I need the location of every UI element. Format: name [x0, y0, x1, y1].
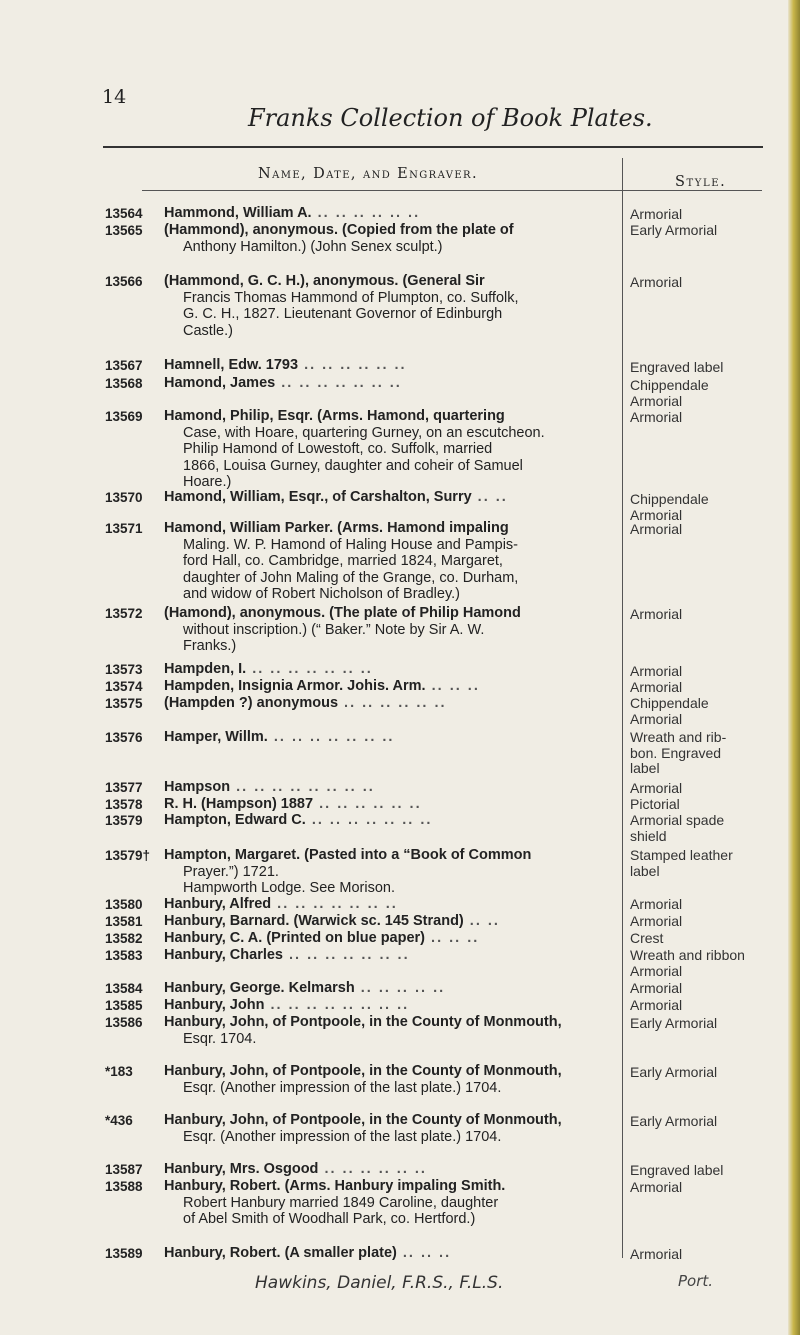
entry-number: 13569: [105, 409, 143, 424]
style-line: Pictorial: [630, 796, 680, 812]
entry-style: [630, 410, 780, 426]
column-header-name: Name, Date, and Engraver.: [258, 166, 478, 182]
entry-text: [164, 695, 616, 712]
style-header-rule: [622, 190, 762, 191]
entry-number: *436: [105, 1113, 133, 1128]
column-header-style: Style.: [675, 174, 727, 190]
entry-number: 13582: [105, 931, 143, 946]
style-line: Early Armorial: [630, 1015, 718, 1031]
leader-dots: .. .. .. .. .. ..: [311, 205, 421, 221]
entry-number: 13583: [105, 948, 143, 963]
leader-dots: .. .. .. .. .. .. ..: [283, 947, 410, 963]
entry-number: 13564: [105, 206, 143, 221]
entry-style: [630, 680, 780, 696]
entry-text: [164, 812, 616, 829]
style-line: Armorial: [630, 980, 683, 996]
entry-style: [630, 948, 780, 979]
entry-style: [630, 522, 780, 538]
entry-text: [164, 896, 616, 913]
style-line: Armorial: [630, 409, 683, 425]
entry-heading: Hanbury, Alfred .. .. .. .. .. .. ..: [164, 896, 398, 912]
entry-continuation-line: Franks.): [183, 638, 237, 654]
entry-continuation-line: 1866, Louisa Gurney, daughter and coheir of Samuel: [183, 457, 523, 474]
entry-style: [630, 781, 780, 797]
entry-continuation-line: and widow of Robert Nicholson of Bradley.): [183, 586, 460, 602]
entry-text: [164, 605, 616, 655]
entry-number: 13571: [105, 521, 143, 536]
style-line: Engraved label: [630, 1162, 724, 1178]
entry-continuation-line: ford Hall, co. Cambridge, married 1824, Margaret,: [183, 553, 503, 569]
style-line: Wreath and rib-: [630, 729, 727, 745]
entry-number: 13579†: [105, 848, 151, 863]
entry-style: [630, 492, 780, 523]
style-line: Armorial spade: [630, 812, 725, 828]
entry-number: 13565: [105, 223, 143, 238]
leader-dots: .. .. ..: [425, 678, 480, 694]
entry-number: *183: [105, 1064, 133, 1079]
style-line: Armorial: [630, 1246, 683, 1262]
entry-number: 13580: [105, 897, 143, 912]
entry-heading: Hanbury, Charles .. .. .. .. .. .. ..: [164, 947, 410, 963]
entry-text: [164, 1063, 616, 1096]
entry-style: [630, 607, 780, 623]
entry-text: [164, 520, 616, 603]
leader-dots: .. .. .. .. .. .. ..: [271, 896, 398, 912]
entry-continuation-line: daughter of John Maling of the Grange, co. Durham,: [183, 569, 519, 586]
entry-heading: Hanbury, John, of Pontpoole, in the County of Monmouth,: [164, 1112, 562, 1128]
entry-text: [164, 729, 616, 746]
leader-dots: .. .. .. .. .. .. .. ..: [230, 779, 375, 795]
entry-text: [164, 947, 616, 964]
entry-text: [164, 678, 616, 695]
entry-heading: Hanbury, Robert. (Arms. Hanbury impaling Smith.: [164, 1178, 506, 1194]
style-line: Wreath and ribbon: [630, 947, 745, 963]
entry-number: 13566: [105, 274, 143, 289]
entry-text: [164, 205, 616, 222]
leader-dots: .. .. .. .. ..: [354, 980, 446, 996]
entry-number: 13586: [105, 1015, 143, 1030]
entry-text: [164, 1245, 616, 1262]
entry-number: 13572: [105, 606, 143, 621]
entry-heading: Hanbury, George. Kelmarsh .. .. .. .. ..: [164, 980, 446, 996]
entry-number: 13574: [105, 679, 143, 694]
style-line: Armorial: [630, 606, 683, 622]
entry-number: 13587: [105, 1162, 143, 1177]
style-line: Armorial: [630, 206, 683, 222]
entry-heading: Hanbury, John, of Pontpoole, in the County of Monmouth,: [164, 1063, 562, 1079]
entry-style: [630, 696, 780, 727]
leader-dots: .. .. .. .. .. .. ..: [267, 729, 395, 745]
entry-heading: Hanbury, Robert. (A smaller plate) .. .. ..: [164, 1245, 452, 1261]
entry-style: [630, 1016, 780, 1032]
entry-style: [630, 730, 780, 777]
entry-style: [630, 223, 780, 239]
header-rule: [103, 146, 763, 148]
entry-heading: Hampton, Margaret. (Pasted into a “Book of Common: [164, 847, 532, 863]
style-line: Armorial: [630, 392, 683, 409]
entry-continuation-line: Maling. W. P. Hamond of Haling House and Pampis-: [183, 536, 519, 553]
style-line: Armorial: [630, 780, 683, 796]
entry-continuation-line: Hoare.): [183, 474, 232, 490]
entry-heading: Hampden, Insignia Armor. Johis. Arm. .. .. ..: [164, 678, 480, 694]
entry-text: [164, 1014, 616, 1047]
entry-heading: Hamond, William, Esqr., of Carshalton, Surry .. ..: [164, 489, 508, 505]
entry-continuation-line: Hampworth Lodge. See Morison.: [183, 880, 395, 896]
entry-number: 13576: [105, 730, 143, 745]
entry-text: [164, 489, 616, 506]
entry-style: [630, 207, 780, 223]
entry-continuation-line: Esqr. (Another impression of the last plate.) 1704.: [183, 1079, 502, 1096]
page-edge: [788, 0, 800, 1335]
entry-number: 13581: [105, 914, 143, 929]
entry-heading: Hamond, Philip, Esqr. (Arms. Hamond, quartering: [164, 408, 505, 424]
entry-text: [164, 661, 616, 678]
leader-dots: .. ..: [471, 489, 508, 505]
entry-number: 13584: [105, 981, 143, 996]
style-line: Armorial: [630, 1179, 683, 1195]
entry-number: 13577: [105, 780, 143, 795]
leader-dots: .. .. .. .. .. .. ..: [275, 375, 402, 391]
entry-number: 13579: [105, 813, 143, 828]
entry-number: 13567: [105, 358, 143, 373]
style-line: Early Armorial: [630, 222, 718, 238]
entry-style: [630, 378, 780, 409]
leader-dots: .. .. .. .. .. .. ..: [305, 812, 433, 828]
entry-text: [164, 779, 616, 796]
entry-number: 13573: [105, 662, 143, 677]
entry-style: [630, 981, 780, 997]
entry-continuation-line: Robert Hanbury married 1849 Caroline, daughter: [183, 1194, 499, 1211]
entry-style: [630, 813, 780, 844]
entry-heading: (Hammond, G. C. H.), anonymous. (General Sir: [164, 273, 485, 289]
style-line: Early Armorial: [630, 1064, 718, 1080]
leader-dots: .. .. ..: [396, 1245, 452, 1261]
entry-text: [164, 222, 616, 255]
entry-text: [164, 273, 616, 339]
style-line: Armorial: [630, 913, 683, 929]
entry-style: [630, 1065, 780, 1081]
entry-style: [630, 1247, 780, 1263]
entry-text: [164, 980, 616, 997]
style-line: Chippendale: [630, 377, 709, 393]
entry-heading: Hanbury, C. A. (Printed on blue paper) .. .. ..: [164, 930, 480, 946]
style-line: Chippendale: [630, 491, 709, 507]
entry-heading: R. H. (Hampson) 1887 .. .. .. .. .. ..: [164, 796, 422, 812]
leader-dots: .. .. .. .. .. ..: [313, 796, 422, 812]
leader-dots: .. ..: [463, 913, 500, 929]
entry-continuation-line: Francis Thomas Hammond of Plumpton, co. Suffolk,: [183, 289, 519, 306]
handwritten-note: Port.: [678, 1272, 714, 1290]
entry-continuation-line: of Abel Smith of Woodhall Park, co. Hertford.): [183, 1211, 476, 1227]
style-line: Armorial: [630, 521, 683, 537]
entry-number: 13575: [105, 696, 143, 711]
entry-heading: Hampson .. .. .. .. .. .. .. ..: [164, 779, 375, 795]
style-line: Armorial: [630, 962, 683, 979]
style-line: Armorial: [630, 997, 683, 1013]
entry-continuation-line: G. C. H., 1827. Lieutenant Governor of Edinburgh: [183, 306, 503, 322]
entry-text: [164, 930, 616, 947]
entry-number: 13585: [105, 998, 143, 1013]
entry-heading: Hamper, Willm. .. .. .. .. .. .. ..: [164, 729, 395, 745]
style-line: Armorial: [630, 710, 683, 727]
entry-number: 13568: [105, 376, 143, 391]
style-line: Chippendale: [630, 695, 709, 711]
entry-number: 13570: [105, 490, 143, 505]
entry-heading: Hanbury, John, of Pontpoole, in the County of Monmouth,: [164, 1014, 562, 1030]
handwritten-signature: Hawkins, Daniel, F.R.S., F.L.S.: [255, 1273, 504, 1293]
entry-text: [164, 1161, 616, 1178]
entry-number: 13578: [105, 797, 143, 812]
entry-heading: Hanbury, John .. .. .. .. .. .. .. ..: [164, 997, 410, 1013]
style-line: shield: [630, 827, 667, 844]
entry-heading: (Hampden ?) anonymous .. .. .. .. .. ..: [164, 695, 447, 711]
entry-style: [630, 897, 780, 913]
entry-text: [164, 913, 616, 930]
style-line: bon. Engraved: [630, 744, 722, 761]
style-line: Armorial: [630, 679, 683, 695]
entry-continuation-line: Anthony Hamilton.) (John Senex sculpt.): [183, 238, 443, 255]
entry-heading: Hamond, William Parker. (Arms. Hamond impaling: [164, 520, 509, 536]
entry-heading: Hammond, William A. .. .. .. .. .. ..: [164, 205, 421, 221]
entry-style: [630, 931, 780, 947]
leader-dots: .. .. .. .. .. ..: [298, 357, 407, 373]
style-line: Early Armorial: [630, 1113, 718, 1129]
entry-continuation-line: Esqr. 1704.: [183, 1030, 257, 1047]
leader-dots: .. .. ..: [425, 930, 480, 946]
entry-style: [630, 664, 780, 680]
style-line: Stamped leather: [630, 847, 733, 863]
entry-heading: Hamond, James .. .. .. .. .. .. ..: [164, 375, 402, 391]
page-number: 14: [102, 86, 127, 108]
entry-text: [164, 357, 616, 374]
entry-heading: Hampton, Edward C. .. .. .. .. .. .. ..: [164, 812, 433, 828]
entry-continuation-line: Castle.): [183, 322, 233, 339]
style-line: Armorial: [630, 274, 683, 290]
entry-text: [164, 796, 616, 813]
entry-text: [164, 408, 616, 491]
entry-heading: Hanbury, Barnard. (Warwick sc. 145 Strand) .. ..: [164, 913, 500, 929]
entry-text: [164, 375, 616, 392]
entry-style: [630, 914, 780, 930]
entry-continuation-line: Case, with Hoare, quartering Gurney, on an escutcheon.: [183, 424, 545, 441]
style-line: Crest: [630, 930, 664, 946]
entry-style: [630, 1114, 780, 1130]
entry-heading: Hampden, I. .. .. .. .. .. .. ..: [164, 661, 373, 677]
entry-text: [164, 997, 616, 1014]
style-line: Armorial: [630, 896, 683, 912]
entry-heading: (Hammond), anonymous. (Copied from the plate of: [164, 222, 514, 238]
entry-text: [164, 1178, 616, 1228]
entry-number: 13589: [105, 1246, 143, 1261]
column-header-rule: [142, 190, 622, 191]
style-line: label: [630, 862, 660, 879]
running-title: Franks Collection of Book Plates.: [248, 104, 653, 132]
entry-style: [630, 797, 780, 813]
entry-style: [630, 1163, 780, 1179]
entry-continuation-line: Esqr. (Another impression of the last plate.) 1704.: [183, 1128, 502, 1145]
entry-continuation-line: Prayer.”) 1721.: [183, 863, 279, 880]
entry-continuation-line: without inscription.) (“ Baker.” Note by Sir A. W.: [183, 621, 485, 638]
entry-style: [630, 848, 780, 879]
entry-heading: Hamnell, Edw. 1793 .. .. .. .. .. ..: [164, 357, 407, 373]
entry-continuation-line: Philip Hamond of Lowestoft, co. Suffolk, married: [183, 441, 493, 457]
entry-style: [630, 275, 780, 291]
entry-text: [164, 1112, 616, 1145]
leader-dots: .. .. .. .. .. ..: [338, 695, 447, 711]
style-line: Armorial: [630, 506, 683, 523]
style-line: Engraved label: [630, 359, 724, 375]
style-line: label: [630, 760, 660, 776]
entry-style: [630, 360, 780, 376]
column-divider: [622, 158, 623, 1258]
entry-number: 13588: [105, 1179, 143, 1194]
style-line: Armorial: [630, 663, 683, 679]
leader-dots: .. .. .. .. .. .. .. ..: [264, 997, 410, 1013]
leader-dots: .. .. .. .. .. ..: [318, 1161, 427, 1177]
entry-heading: (Hamond), anonymous. (The plate of Philip Hamond: [164, 605, 521, 621]
leader-dots: .. .. .. .. .. .. ..: [246, 661, 373, 677]
entry-text: [164, 847, 616, 897]
entry-heading: Hanbury, Mrs. Osgood .. .. .. .. .. ..: [164, 1161, 427, 1177]
entry-style: [630, 1180, 780, 1196]
entry-style: [630, 998, 780, 1014]
